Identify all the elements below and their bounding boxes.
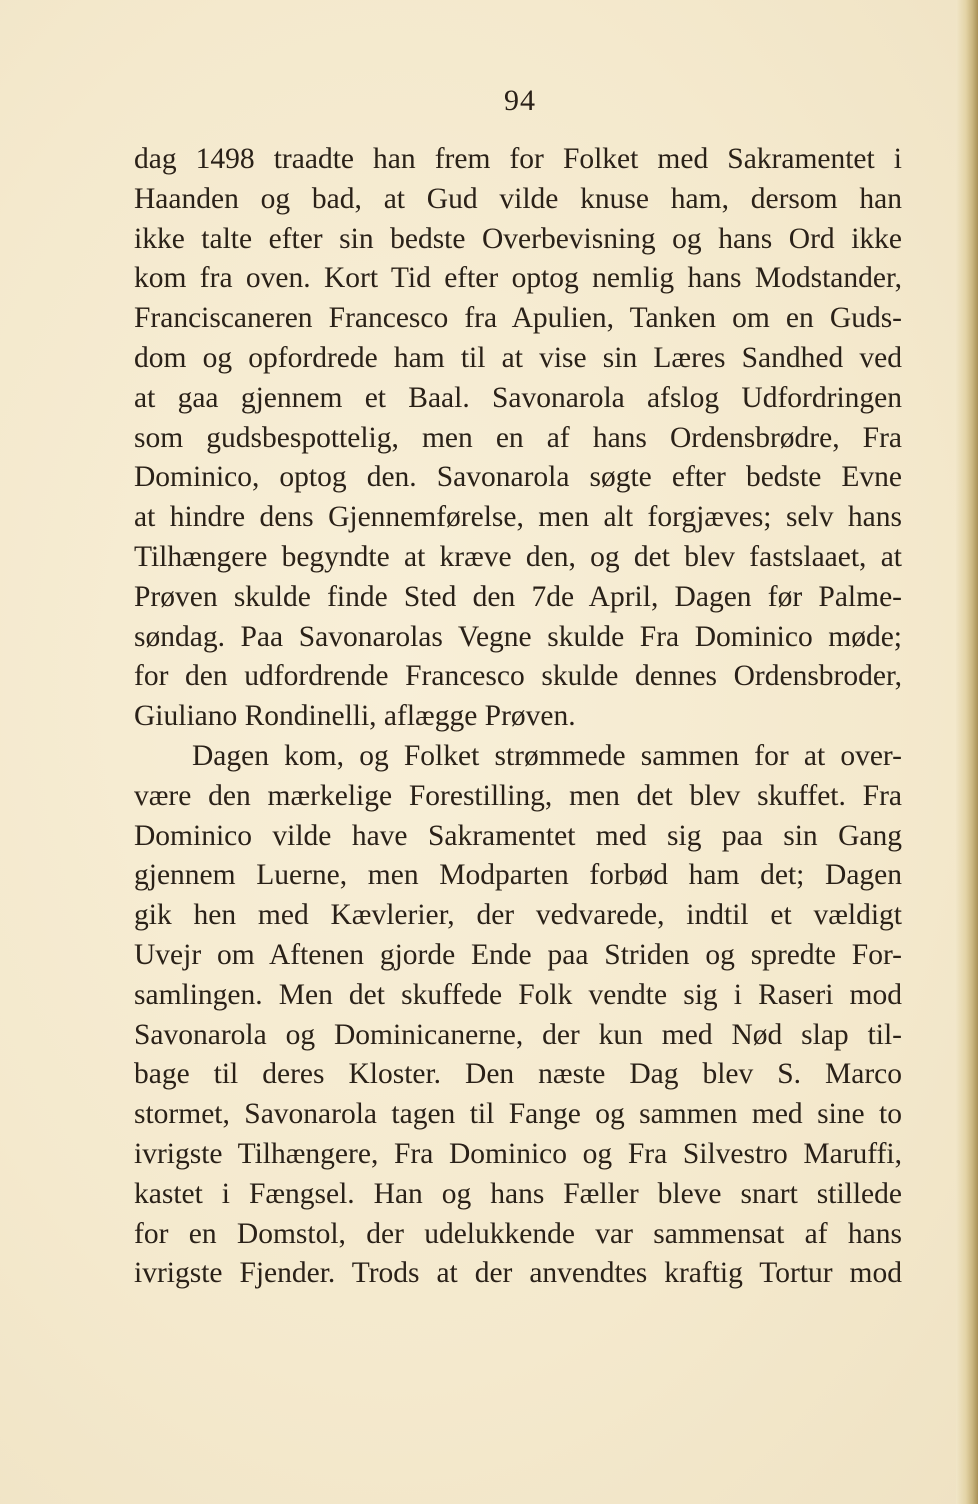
text-line: stormet, Savonarola tagen til Fange og sammen med sine to <box>134 1098 902 1131</box>
text-line: Dominico vilde have Sakramentet med sig paa sin Gang <box>134 819 902 852</box>
page-edge-shadow <box>956 0 978 1504</box>
text-line: samlingen. Men det skuffede Folk vendte sig i Raseri mod <box>134 978 902 1011</box>
body-text <box>134 140 902 1294</box>
text-line: ikke talte efter sin bedste Overbevisning og hans Ord ikke <box>134 222 902 255</box>
text-line: bage til deres Kloster. Den næste Dag blev S. Marco <box>134 1058 902 1091</box>
text-line: kom fra oven. Kort Tid efter optog nemlig hans Modstander, <box>134 262 902 295</box>
text-line: Dominico, optog den. Savonarola søgte efter bedste Evne <box>134 461 902 494</box>
text-line: Franciscaneren Francesco fra Apulien, Tanken om en Guds- <box>134 302 902 335</box>
text-line: ivrigste Fjender. Trods at der anvendtes kraftig Tortur mod <box>134 1257 902 1290</box>
text-line: dag 1498 traadte han frem for Folket med Sakramentet i <box>134 143 902 175</box>
text-line: Haanden og bad, at Gud vilde knuse ham, dersom han <box>134 182 902 215</box>
text-line: Savonarola og Dominicanerne, der kun med Nød slap til- <box>134 1018 902 1051</box>
text-line: ivrigste Tilhængere, Fra Dominico og Fra Silvestro Maruffi, <box>134 1137 902 1170</box>
text-line: søndag. Paa Savonarolas Vegne skulde Fra Dominico møde; <box>134 620 902 653</box>
text-line: Tilhængere begyndte at kræve den, og det blev fastslaaet, at <box>134 540 902 573</box>
page-number: 94 <box>504 84 536 117</box>
text-line: at hindre dens Gjennemførelse, men alt forgjæves; selv hans <box>134 501 902 534</box>
text-line: gik hen med Kævlerier, der vedvarede, indtil et vældigt <box>134 899 902 932</box>
text-line: at gaa gjennem et Baal. Savonarola afslog Udfordringen <box>134 381 902 414</box>
text-line: Giuliano Rondinelli, aflægge Prøven. <box>134 700 576 733</box>
text-line: for en Domstol, der udelukkende var sammensat af hans <box>134 1217 902 1250</box>
text-line: dom og opfordrede ham til at vise sin Læres Sandhed ved <box>134 341 902 374</box>
text-line: som gudsbespottelig, men en af hans Ordensbrødre, Fra <box>134 421 902 454</box>
text-line: Prøven skulde finde Sted den 7de April, Dagen før Palme- <box>134 580 902 613</box>
text-line: Uvejr om Aftenen gjorde Ende paa Striden og spredte For- <box>134 938 902 971</box>
text-line: være den mærkelige Forestilling, men det blev skuffet. Fra <box>134 779 902 812</box>
paragraph-start-line: Dagen kom, og Folket strømmede sammen for at over- <box>192 739 902 772</box>
text-line: gjennem Luerne, men Modparten forbød ham det; Dagen <box>134 859 902 892</box>
text-line: kastet i Fængsel. Han og hans Fæller bleve snart stillede <box>134 1177 902 1210</box>
text-line: for den udfordrende Francesco skulde dennes Ordensbroder, <box>134 660 902 693</box>
